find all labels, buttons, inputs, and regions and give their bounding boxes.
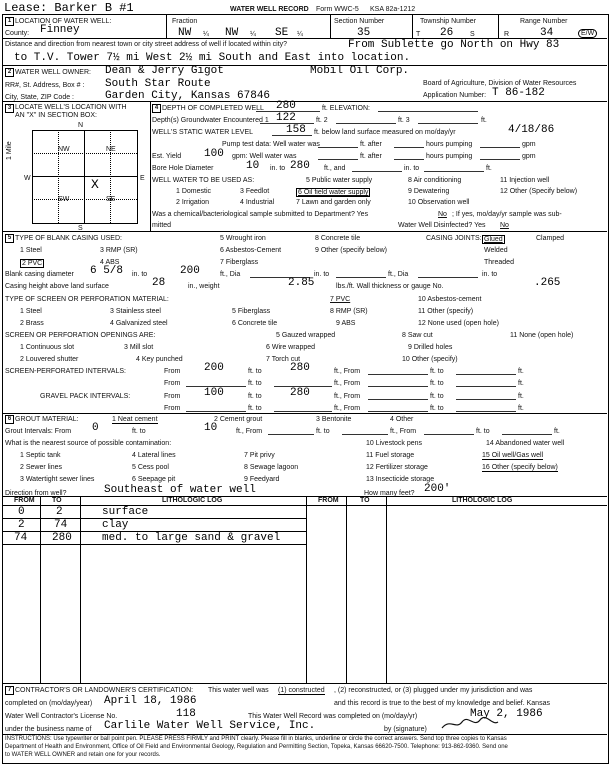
township-label: Township Number (420, 18, 477, 25)
use-11[interactable]: 11 Injection well (500, 177, 550, 184)
casing-4[interactable]: 4 ABS (100, 259, 120, 266)
log-to-header-2: TO (360, 497, 370, 504)
range-label: Range Number (520, 18, 568, 25)
use-1[interactable]: 1 Domestic (176, 188, 212, 195)
section-number-7: 7 (5, 686, 14, 695)
grout-intervals-label: Grout Intervals: From (5, 428, 72, 435)
quarter-mark: ¼ (203, 31, 209, 38)
gravel-to2-label: ft. to (430, 393, 444, 400)
ft-2-label: ft. 2 (316, 117, 328, 124)
perf-to2-label-2: ft. to (430, 380, 444, 387)
log-lith-header-2: LITHOLOGIC LOG (452, 497, 513, 504)
log-row-3-from: 74 (14, 532, 28, 544)
use-6-selected[interactable]: 6 Oil field water supply (298, 189, 369, 196)
north-label: N (78, 122, 84, 129)
perf-ft-label: ft. (518, 368, 524, 375)
use-7[interactable]: 7 Lawn and garden only (296, 199, 371, 206)
use-10[interactable]: 10 Observation well (408, 199, 470, 206)
screen-10[interactable]: 10 Asbestos-cement (418, 296, 482, 303)
west-label: W (24, 175, 31, 182)
depth-value[interactable]: 280 (276, 100, 296, 112)
license-number[interactable]: 118 (176, 708, 196, 720)
city-label: City, State, ZIP Code : (5, 94, 74, 101)
yield-after-label: ft. after (360, 153, 382, 160)
joint-clamped[interactable]: Clamped (536, 235, 565, 242)
groundwater-1[interactable]: 122 (276, 112, 296, 124)
se-label: SE (106, 196, 116, 203)
township-value[interactable]: 26 (440, 27, 454, 39)
depth-label: DEPTH OF COMPLETED WELL (162, 105, 264, 112)
use-9[interactable]: 9 Dewatering (408, 188, 450, 195)
perf-from-label-2: From (164, 380, 181, 387)
contam-15-selected[interactable]: 15 Oil well/Gas well (482, 452, 544, 459)
section-number-4: 4 (152, 104, 161, 113)
grout-3[interactable]: 3 Bentonite (316, 416, 352, 423)
section-number-6: 6 (5, 415, 14, 424)
chem-sample-no[interactable]: No (438, 211, 447, 218)
gravel-from-label-2: From (164, 405, 181, 412)
form-title: WATER WELL RECORD (230, 6, 309, 13)
grout-from[interactable]: 0 (92, 422, 99, 434)
distance-line-1[interactable]: From Sublette go North on Hwy 83 (348, 39, 560, 51)
contam-10[interactable]: 10 Livestock pens (366, 440, 423, 447)
log-row-1-desc: surface (102, 506, 149, 518)
grout-heading: GROUT MATERIAL: (15, 416, 79, 423)
joint-glued[interactable]: Glued (484, 236, 503, 243)
section-box-heading-2: AN "X" IN SECTION BOX: (15, 112, 97, 119)
feet-label: How many feet? (364, 490, 415, 497)
section-box-heading-1: LOCATE WELL'S LOCATION WITH (15, 104, 127, 111)
joints-label: CASING JOINTS: (426, 235, 482, 242)
static-level-value[interactable]: 158 (286, 124, 306, 136)
fraction-3[interactable]: SE (275, 27, 289, 39)
cert-text-2: , (2) reconstructed, or (3) plugged under my jurisdiction and was (334, 687, 533, 694)
perf-from-label: From (164, 368, 181, 375)
pump-test-label: Pump test data: Well water was (222, 141, 320, 148)
log-row-3-desc: med. to large sand & gravel (102, 532, 281, 544)
contam-14[interactable]: 14 Abandoned water well (486, 440, 565, 447)
contam-7[interactable]: 7 Pit privy (244, 452, 275, 459)
perf-to-label-2: ft. to (248, 380, 262, 387)
section-label: Section Number (334, 18, 385, 25)
sw-label: SW (58, 196, 70, 203)
chem-sample-label: Was a chemical/bacteriological sample submitted to Department? Yes (152, 211, 369, 218)
fraction-1[interactable]: NW (178, 27, 192, 39)
casing-8[interactable]: 8 Concrete tile (315, 235, 361, 242)
screen-4[interactable]: 4 Galvanized steel (110, 320, 168, 327)
casing-heading: TYPE OF BLANK CASING USED: (15, 235, 122, 242)
casing-7[interactable]: 7 Fiberglass (220, 259, 259, 266)
log-row-2-to: 74 (54, 519, 68, 531)
range-r: R (504, 31, 510, 38)
ft-3-label: ft. 3 (398, 117, 410, 124)
direction-label: Direction from well? (5, 490, 67, 497)
distance-line-2[interactable]: to T.V. Tower 7½ mi West 2½ mi South and East into location. (14, 52, 411, 64)
fraction-2[interactable]: NW (225, 27, 239, 39)
grout-from3-label: ft., From (390, 428, 417, 435)
use-5[interactable]: 5 Public water supply (306, 177, 373, 184)
screen-8[interactable]: 8 RMP (SR) (330, 308, 368, 315)
owner-heading: WATER WELL OWNER: (15, 69, 91, 76)
contamination-label: What is the nearest source of possible contamination: (5, 440, 172, 447)
contam-5[interactable]: 5 Cess pool (132, 464, 169, 471)
record-date-label: This Water Well Record was completed on (mo/day/yr) (248, 713, 418, 720)
application-number[interactable]: T 86-182 (492, 87, 545, 99)
township-t: T (416, 31, 421, 38)
perf-from[interactable]: 200 (204, 362, 224, 374)
bore-diameter[interactable]: 10 (246, 160, 260, 172)
gravel-ft-label: ft. (518, 393, 524, 400)
openings-heading: SCREEN OR PERFORATION OPENINGS ARE: (5, 332, 156, 339)
screen-5[interactable]: 5 Fiberglass (232, 308, 271, 315)
use-2[interactable]: 2 Irrigation (176, 199, 210, 206)
casing-gauge-label: lbs./ft. Wall thickness or gauge No. (336, 283, 444, 290)
section-grid (32, 130, 138, 224)
gravel-from[interactable]: 100 (204, 387, 224, 399)
quarter-mark: ¼ (297, 31, 303, 38)
direction-value[interactable]: Southeast of water well (104, 484, 256, 496)
contam-12[interactable]: 12 Fertilizer storage (366, 464, 428, 471)
grout-to[interactable]: 10 (204, 422, 218, 434)
static-level-label: WELL'S STATIC WATER LEVEL (152, 129, 254, 136)
license-label: Water Well Contractor's License No. (5, 713, 118, 720)
perf-to2-label: ft. to (430, 368, 444, 375)
opening-11[interactable]: 11 None (open hole) (510, 332, 574, 339)
opening-3[interactable]: 3 Mill slot (124, 344, 154, 351)
bore-depth[interactable]: 280 (290, 160, 310, 172)
cert-constructed[interactable]: (1) constructed (278, 687, 325, 694)
perf-from2-label-2: ft., From (334, 380, 361, 387)
completed-label: completed on (mo/day/year) (5, 700, 93, 707)
opening-8[interactable]: 8 Saw cut (402, 332, 433, 339)
yield-label: Est. Yield (152, 153, 182, 160)
casing-1[interactable]: 1 Steel (20, 247, 42, 254)
elevation-label: ft. ELEVATION: (322, 105, 370, 112)
business-name[interactable]: Carlile Water Well Service, Inc. (104, 720, 316, 732)
application-label: Application Number: (423, 92, 487, 99)
bore-ft-label: ft. (486, 165, 492, 172)
log-row-2-desc: clay (102, 519, 129, 531)
distance-label: Distance and direction from nearest town or city street address of well if located within city? (5, 41, 288, 48)
contam-8[interactable]: 8 Sewage lagoon (244, 464, 299, 471)
log-row-3-to: 280 (52, 532, 72, 544)
use-12[interactable]: 12 Other (Specify below) (500, 188, 578, 195)
completed-date[interactable]: April 18, 1986 (104, 695, 197, 707)
lease-title: Lease: Barker B #1 (4, 1, 134, 15)
contam-9[interactable]: 9 Feedyard (244, 476, 280, 483)
grout-2[interactable]: 2 Cement grout (214, 416, 263, 423)
owner-company[interactable]: Mobil Oil Corp. (310, 65, 410, 77)
opening-2[interactable]: 2 Louvered shutter (20, 356, 79, 363)
gpm-label: gpm (522, 141, 536, 148)
contam-13[interactable]: 13 Insecticide storage (366, 476, 435, 483)
form-number: Form WWC-5 (316, 6, 359, 13)
screen-12[interactable]: 12 None used (open hole) (418, 320, 499, 327)
use-8[interactable]: 8 Air conditioning (408, 177, 462, 184)
yield-gpm-label: gpm: Well water was (232, 153, 297, 160)
cert-text-1: This water well was (208, 687, 269, 694)
use-3[interactable]: 3 Feedlot (240, 188, 270, 195)
screen-1[interactable]: 1 Steel (20, 308, 42, 315)
screen-11[interactable]: 11 Other (specify) (418, 308, 474, 315)
grout-1-selected[interactable]: 1 Neat cement (112, 416, 158, 423)
board-text: Board of Agriculture, Division of Water Resources (423, 80, 577, 87)
static-level-date[interactable]: 4/18/86 (508, 124, 555, 136)
screen-2[interactable]: 2 Brass (20, 320, 44, 327)
gravel-from-label: From (164, 393, 181, 400)
perf-to[interactable]: 280 (290, 362, 310, 374)
casing-weight-label: in., weight (188, 283, 220, 290)
screen-7-selected[interactable]: 7 PVC (330, 296, 351, 303)
chem-sample-rest: ; If yes, mo/day/yr sample was sub- (452, 211, 562, 218)
log-lith-header: LITHOLOGIC LOG (162, 497, 223, 504)
perf-to-label: ft. to (248, 368, 262, 375)
feet-value[interactable]: 200' (424, 483, 451, 495)
location-heading: LOCATION OF WATER WELL: (15, 18, 112, 25)
use-4[interactable]: 4 Industrial (240, 199, 275, 206)
ne-label: NE (106, 146, 116, 153)
casing-ft-dia-2: ft., Dia (388, 271, 409, 278)
form-ksa: KSA 82a-1212 (370, 6, 416, 13)
casing-depth[interactable]: 200 (180, 265, 200, 277)
owner-address[interactable]: South Star Route (105, 78, 211, 90)
casing-9[interactable]: 9 Other (specify below) (315, 247, 387, 254)
well-location-x[interactable]: X (91, 177, 99, 192)
screen-6[interactable]: 6 Concrete tile (232, 320, 278, 327)
pump-after-label: ft. after (360, 141, 382, 148)
joint-threaded[interactable]: Threaded (484, 259, 514, 266)
section-number-2: 2 (5, 68, 14, 77)
gravel-from2-label-2: ft., From (334, 405, 361, 412)
contam-2[interactable]: 2 Sewer lines (20, 464, 63, 471)
grout-ft-label: ft. (554, 428, 560, 435)
township-s: S (470, 31, 475, 38)
groundwater-label: Depth(s) Groundwater Encountered 1 (152, 117, 269, 124)
grout-to-label: ft. to (132, 428, 146, 435)
opening-1[interactable]: 1 Continuous slot (20, 344, 75, 351)
log-row-1-to: 2 (56, 506, 63, 518)
casing-diameter[interactable]: 6 5/8 (90, 265, 124, 277)
log-from-header: FROM (14, 497, 35, 504)
mile-label: 1 Mile (6, 141, 13, 160)
yield-gpm-end: gpm (522, 153, 536, 160)
east-label: E (140, 175, 145, 182)
perf-intervals-label: SCREEN-PERFORATED INTERVALS: (5, 368, 126, 375)
cert-text-3: and this record is true to the best of my knowledge and belief. Kansas (334, 700, 550, 707)
screen-9[interactable]: 9 ABS (336, 320, 356, 327)
business-label: under the business name of (5, 726, 92, 733)
grout-4[interactable]: 4 Other (390, 416, 414, 423)
contam-11[interactable]: 11 Fuel storage (366, 452, 415, 459)
opening-6[interactable]: 6 Wire wrapped (266, 344, 316, 351)
bore-and-label: ft., and (324, 165, 346, 172)
casing-height[interactable]: 28 (152, 277, 166, 289)
casing-2-selected[interactable]: 2 PVC (22, 260, 43, 267)
casing-in-to-3: in. to (482, 271, 498, 278)
joint-welded[interactable]: Welded (484, 247, 508, 254)
gravel-ft-label-2: ft. (518, 405, 524, 412)
nw-label: NW (58, 146, 70, 153)
mitted-label: mitted (152, 222, 172, 229)
instructions-line-3: to WATER WELL OWNER and retain one for your records. (5, 752, 161, 758)
instructions-line-1: INSTRUCTIONS: Use typewriter or ball point pen. PLEASE PRESS FIRMLY and PRINT clearly. Please fill in blanks, underline or circle the correct answers. Send top three copies to Kansas (5, 736, 507, 742)
ft-label: ft. (481, 117, 487, 124)
bore-in-label: in. to (270, 165, 286, 172)
casing-3[interactable]: 3 RMP (SR) (100, 247, 138, 254)
static-level-text: ft. below land surface measured on mo/day/yr (314, 129, 456, 136)
grout-to2-label: ft. to (316, 428, 330, 435)
owner-city[interactable]: Garden City, Kansas 67846 (105, 90, 271, 102)
casing-weight[interactable]: 2.85 (288, 277, 315, 289)
casing-gauge[interactable]: .265 (534, 277, 561, 289)
opening-9[interactable]: 9 Drilled holes (408, 344, 453, 351)
opening-10[interactable]: 10 Other (specify) (402, 356, 458, 363)
perf-from2-label: ft., From (334, 368, 361, 375)
instructions-line-2: Department of Health and Environment, Office of Oil Field and Environmental Geology, Regulation and Permitting Section, Topeka, Kansas 66620-7500. Telephone: 913-862-9360. Send one (5, 744, 508, 750)
contam-16[interactable]: 16 Other (specify below) (482, 464, 558, 471)
casing-diameter-label: Blank casing diameter (5, 271, 74, 278)
address-label: RR#, St. Address, Box # : (5, 82, 85, 89)
owner-name[interactable]: Dean & Jerry Gigot (105, 65, 224, 77)
gravel-to-label: ft. to (248, 393, 262, 400)
cert-heading: CONTRACTOR'S OR LANDOWNER'S CERTIFICATION: (15, 687, 194, 694)
bore-label: Bore Hole Diameter (152, 165, 214, 172)
hours-label: hours pumping (426, 141, 473, 148)
gravel-to-label-2: ft. to (248, 405, 262, 412)
grout-from2-label: ft., From (236, 428, 263, 435)
gravel-to[interactable]: 280 (290, 387, 310, 399)
section-number-3: 3 (5, 104, 14, 113)
log-from-header-2: FROM (318, 497, 339, 504)
range-value[interactable]: 34 (540, 27, 554, 39)
section-number-1: 1 (5, 17, 14, 26)
contam-3[interactable]: 3 Watertight sewer lines (20, 476, 95, 483)
bore-in2-label: in. to (404, 165, 420, 172)
casing-5[interactable]: 5 Wrought iron (220, 235, 266, 242)
contam-4[interactable]: 4 Lateral lines (132, 452, 176, 459)
log-row-2-from: 2 (18, 519, 25, 531)
section-number-5: 5 (5, 234, 14, 243)
casing-6[interactable]: 6 Asbestos-Cement (220, 247, 282, 254)
yield-value[interactable]: 100 (204, 148, 224, 160)
signature-scribble (440, 716, 500, 732)
log-to-header: TO (52, 497, 62, 504)
section-value[interactable]: 35 (357, 27, 371, 39)
casing-height-label: Casing height above land surface (5, 283, 109, 290)
county-value[interactable]: Finney (40, 24, 80, 36)
yield-hours-label: hours pumping (426, 153, 473, 160)
casing-ft-dia: ft., Dia (220, 271, 241, 278)
casing-in-to: in. to (132, 271, 148, 278)
opening-5[interactable]: 5 Gauzed wrapped (276, 332, 336, 339)
opening-7[interactable]: 7 Torch cut (266, 356, 301, 363)
contam-1[interactable]: 1 Septic tank (20, 452, 61, 459)
range-direction: E/W (578, 29, 597, 38)
south-label: S (78, 225, 83, 232)
grout-to3-label: ft. to (476, 428, 490, 435)
signature-label: by (signature) (384, 726, 427, 733)
opening-4[interactable]: 4 Key punched (136, 356, 183, 363)
gravel-intervals-label: GRAVEL PACK INTERVALS: (40, 393, 131, 400)
quarter-mark: ¼ (250, 31, 256, 38)
disinfected-no[interactable]: No (500, 222, 509, 229)
record-date[interactable]: May 2, 1986 (470, 708, 543, 720)
screen-3[interactable]: 3 Stainless steel (110, 308, 161, 315)
county-label: County: (5, 30, 30, 37)
perf-ft-label-2: ft. (518, 380, 524, 387)
screen-heading: TYPE OF SCREEN OR PERFORATION MATERIAL: (5, 296, 169, 303)
casing-in-to-2: in. to (314, 271, 330, 278)
fraction-label: Fraction (172, 18, 198, 25)
gravel-from2-label: ft., From (334, 393, 361, 400)
contam-6[interactable]: 6 Seepage pit (132, 476, 176, 483)
disinfected-label: Water Well Disinfected? Yes (398, 222, 486, 229)
gravel-to2-label-2: ft. to (430, 405, 444, 412)
log-row-1-from: 0 (18, 506, 25, 518)
use-label: WELL WATER TO BE USED AS: (152, 177, 255, 184)
